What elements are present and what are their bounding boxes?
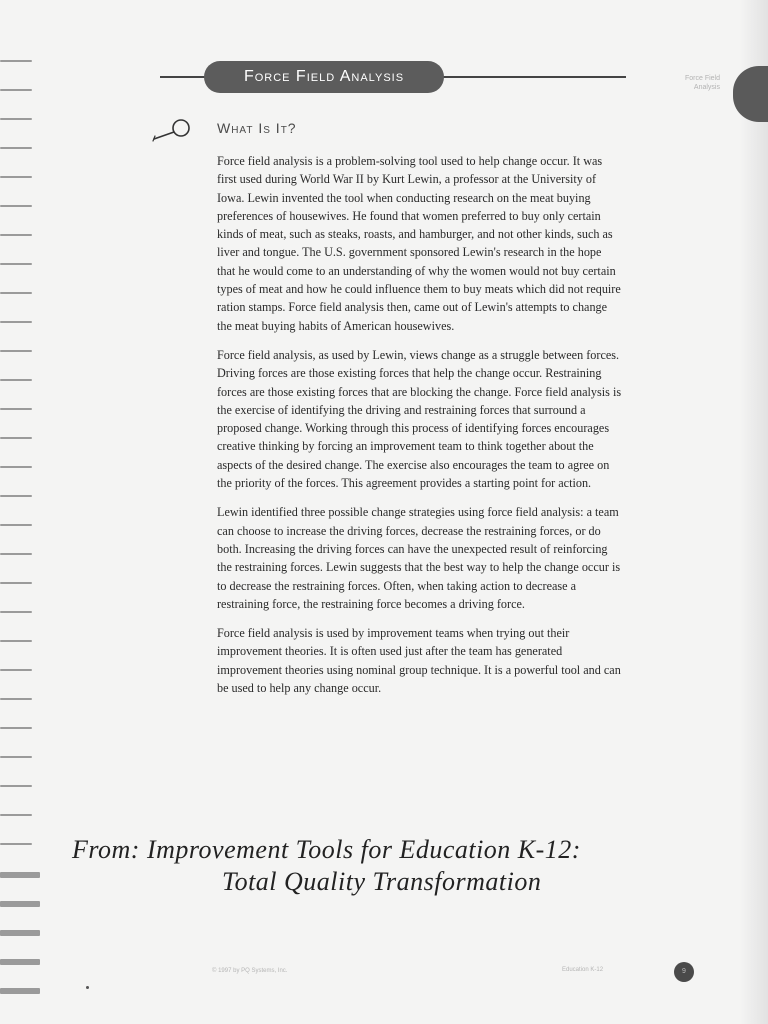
handwritten-line-2: Total Quality Transformation [222, 867, 542, 896]
binding-tick [0, 756, 32, 758]
section-thumb-tab [733, 66, 768, 122]
binding-gutter [0, 0, 62, 1024]
section-heading: What Is It? [217, 120, 297, 136]
paragraph: Force field analysis is a problem-solving tool used to help change occur. It was first used during World War II by Kurt Lewin, a professor at the University of Iowa. Lewin invented the tool when conducting research on the meat buying preferences of housewives. He found that women preferred to buy only certain kinds of meat, such as steaks, roasts, and hamburger, and not other kinds, such as liver and tongue. The U.S. government sponsored Lewin's research in the hope that he would come to an understanding of why the women would not buy certain types of meat and how he could influence them to buy meats which did not require ration stamps. Force field analysis then, came out of Lewin's attempts to change the meat buying habits of American housewives. [217, 154, 621, 333]
scan-speck [86, 986, 89, 989]
binding-tick [0, 582, 32, 584]
binding-tick [0, 669, 32, 671]
binding-tick [0, 147, 32, 149]
binding-tick [0, 118, 32, 120]
binding-tick [0, 698, 32, 700]
title-rule-right [442, 76, 626, 78]
binding-tick [0, 843, 32, 845]
page-title: Force Field Analysis [204, 61, 444, 93]
binding-tick [0, 408, 32, 410]
binding-tick [0, 524, 32, 526]
side-tab-label: Force Field Analysis [684, 75, 720, 91]
page-number: 9 [674, 962, 694, 982]
binding-tick [0, 611, 32, 613]
binding-tick [0, 553, 32, 555]
binding-tick [0, 263, 32, 265]
footer-copyright: © 1997 by PQ Systems, Inc. [212, 968, 288, 974]
binding-tick [0, 379, 32, 381]
binding-tick [0, 901, 40, 907]
binding-tick [0, 872, 40, 878]
title-rule-left [160, 76, 206, 78]
handwritten-source-note [72, 834, 612, 898]
handwritten-line-1: From: Improvement Tools for Education K-12: [72, 835, 581, 864]
binding-tick [0, 959, 40, 965]
binding-tick [0, 60, 32, 62]
binding-tick [0, 292, 32, 294]
binding-tick [0, 814, 32, 816]
magnifying-glass-icon [150, 118, 194, 144]
binding-tick [0, 785, 32, 787]
binding-tick [0, 89, 32, 91]
binding-tick [0, 727, 32, 729]
footer-section-label: Education K-12 [562, 967, 604, 973]
binding-tick [0, 321, 32, 323]
binding-tick [0, 437, 32, 439]
binding-tick [0, 176, 32, 178]
paragraph: Lewin identified three possible change strategies using force field analysis: a team can choose to increase the driving forces, decrease the restraining forces, or do both. Increasing the driving forces can have the unexpected result of reinforcing the restraining forces. Lewin suggests that the best way to help the change occur is to decrease the restraining forces. Often, when taking action to decrease a restraining force, the restraining force becomes a driving force. [217, 505, 621, 611]
binding-tick [0, 205, 32, 207]
body-text [217, 152, 622, 708]
binding-tick [0, 350, 32, 352]
binding-tick [0, 495, 32, 497]
binding-tick [0, 466, 32, 468]
binding-tick [0, 234, 32, 236]
binding-tick [0, 640, 32, 642]
binding-tick [0, 930, 40, 936]
page-edge-shadow [740, 0, 768, 1024]
binding-tick [0, 988, 40, 994]
paragraph: Force field analysis, as used by Lewin, views change as a struggle between forces. Driving forces are those existing forces that help the change occur. Restraining forces are those existing forces that are blocking the change. Force field analysis is the exercise of identifying the driving and restraining forces that surround a proposed change. Working through this process of identifying forces encourages creative thinking by forcing an improvement team to think together about the aspects of the desired change. The exercise also encourages the team to agree on the priority of the forces. This agreement provides a starting point for action. [217, 347, 622, 491]
paragraph: Force field analysis is used by improvement teams when trying out their improvement theories. It is often used just after the team has generated improvement theories using nominal group technique. It is a powerful tool and can be used to help any change occur. [217, 626, 621, 696]
